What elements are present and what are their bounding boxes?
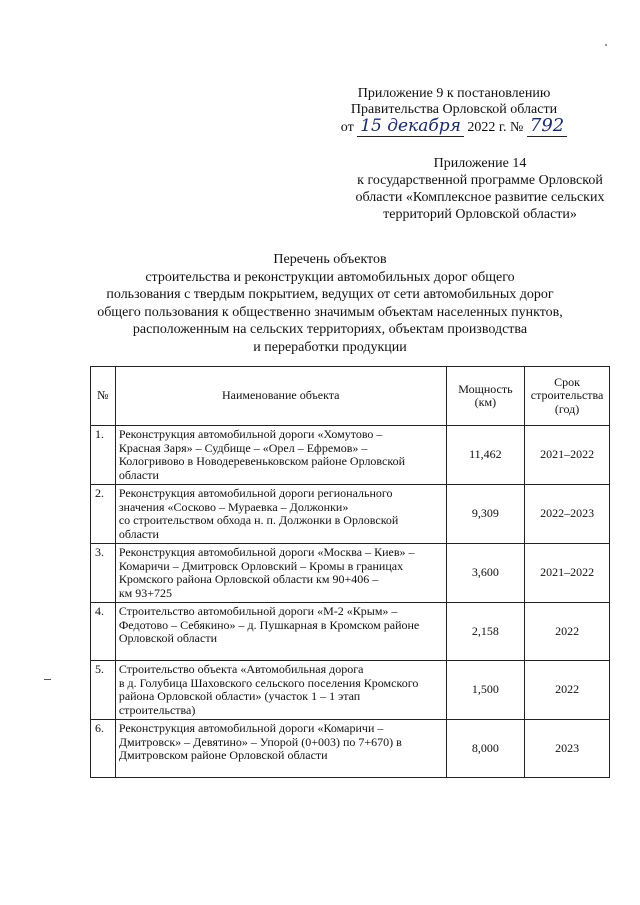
row-name: Реконструкция автомобильной дороги «Москва – Киев» – Комаричи – Дмитровск Орловский – Кромы в границах Кромского района Орловской области км 90+406 – км 93+725 [115, 544, 446, 603]
row-term: 2023 [525, 720, 610, 778]
program-appendix-line-4: территорий Орловской области» [383, 207, 577, 222]
appendix-line-2: Правительства Орловской области [350, 102, 558, 117]
row-num: 3. [91, 544, 116, 603]
scan-speck [605, 44, 607, 46]
table-row [91, 720, 610, 778]
row-capacity: 3,600 [446, 544, 525, 603]
table-row [91, 661, 610, 720]
title-line-4: общего пользования к общественно значимым объектам населенных пунктов, [97, 304, 563, 320]
margin-mark [44, 679, 51, 680]
table-header-row [91, 367, 610, 426]
table-row [91, 485, 610, 544]
date-prefix: от [340, 120, 354, 135]
title-line-5: расположенным на сельских территориях, объектам производства [132, 322, 528, 337]
handwritten-number: 792 [527, 115, 567, 137]
appendix-line-1: Приложение 9 к постановлению [357, 86, 551, 101]
row-term: 2022–2023 [525, 485, 610, 544]
row-capacity: 8,000 [446, 720, 525, 778]
program-appendix-line-1: Приложение 14 [433, 156, 527, 171]
program-appendix-line-2: к государственной программе Орловской [357, 173, 603, 188]
row-num: 6. [91, 720, 116, 778]
row-term: 2022 [525, 603, 610, 661]
row-term: 2022 [525, 661, 610, 720]
title-line-6: и переработки продукции [253, 339, 407, 355]
row-num: 2. [91, 485, 116, 544]
title-line-1: Перечень объектов [273, 252, 387, 267]
row-name: Реконструкция автомобильной дороги «Хомутово – Красная Заря» – Судбище – «Орел – Ефремов» – Кологривово в Новодеревеньковском районе Орловской области [115, 426, 446, 485]
row-name: Реконструкция автомобильной дороги «Комаричи – Дмитровск» – Девятино» – Упорой (0+003) по 7+670) в Дмитровском районе Орловской области [115, 720, 446, 778]
table-row [91, 426, 610, 485]
row-capacity: 2,158 [446, 603, 525, 661]
header-capacity: Мощность (км) [446, 367, 525, 426]
document-title [80, 251, 580, 356]
row-name: Строительство объекта «Автомобильная дорога в д. Голубица Шаховского сельского поселения Кромского района Орловской области» (участок 1 – 1 этап строительства) [115, 661, 446, 720]
title-line-3: пользования с твердым покрытием, ведущих от сети автомобильных дорог [106, 287, 554, 302]
objects-table [90, 366, 610, 778]
row-capacity: 1,500 [446, 661, 525, 720]
row-num: 5. [91, 661, 116, 720]
row-capacity: 11,462 [446, 426, 525, 485]
header-num: № [91, 367, 116, 426]
row-term: 2021–2022 [525, 544, 610, 603]
header-term: Срок строительства (год) [525, 367, 610, 426]
row-term: 2021–2022 [525, 426, 610, 485]
row-name: Реконструкция автомобильной дороги регионального значения «Сосково – Мураевка – Должонки» со строительством обхода н. п. Должонки в Орловской области [115, 485, 446, 544]
row-num: 4. [91, 603, 116, 661]
header-name: Наименование объекта [115, 367, 446, 426]
table-row [91, 603, 610, 661]
title-line-2: строительства и реконструкции автомобильных дорог общего [145, 269, 515, 285]
appendix-header [324, 86, 584, 136]
program-appendix [325, 155, 635, 223]
table-row [91, 544, 610, 603]
appendix-date-line [324, 115, 584, 136]
program-appendix-line-3: области «Комплексное развитие сельских [355, 190, 605, 205]
row-capacity: 9,309 [446, 485, 525, 544]
handwritten-date: 15 декабря [357, 116, 464, 137]
row-name: Строительство автомобильной дороги «М-2 «Крым» – Федотово – Себякино» – д. Пушкарная в Кромском районе Орловской области [115, 603, 446, 661]
row-num: 1. [91, 426, 116, 485]
date-suffix: 2022 г. № [467, 120, 524, 135]
